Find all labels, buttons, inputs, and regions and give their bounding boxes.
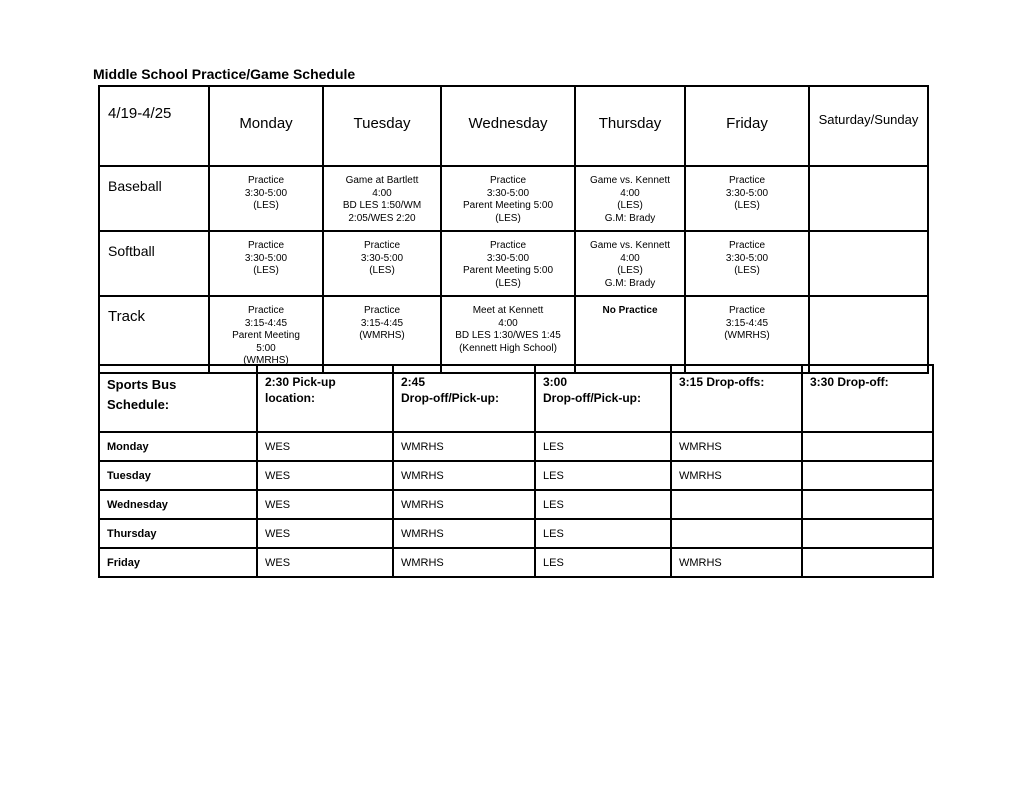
bus-cell: WMRHS [671, 461, 802, 490]
bus-cell: LES [535, 490, 671, 519]
bus-cell: LES [535, 432, 671, 461]
schedule-cell: No Practice [575, 296, 685, 373]
bus-cell [671, 519, 802, 548]
day-header-wednesday: Wednesday [441, 86, 575, 166]
bus-day-label: Wednesday [99, 490, 257, 519]
bus-cell: WMRHS [393, 490, 535, 519]
sport-label: Track [99, 296, 209, 373]
day-header-monday: Monday [209, 86, 323, 166]
bus-cell [802, 490, 933, 519]
bus-cell: LES [535, 519, 671, 548]
schedule-cell [809, 231, 928, 296]
bus-cell: WMRHS [393, 432, 535, 461]
bus-row-thursday [99, 519, 933, 548]
schedule-cell: Practice 3:30-5:00 (LES) [685, 166, 809, 231]
bus-cell: WES [257, 519, 393, 548]
schedule-cell: Practice 3:15-4:45 (WMRHS) [323, 296, 441, 373]
schedule-cell: Game vs. Kennett 4:00 (LES) G.M: Brady [575, 166, 685, 231]
practice-header-row [99, 86, 928, 166]
bus-cell: WMRHS [393, 548, 535, 577]
day-header-friday: Friday [685, 86, 809, 166]
day-header-tuesday: Tuesday [323, 86, 441, 166]
bus-cell: LES [535, 548, 671, 577]
bus-row-tuesday [99, 461, 933, 490]
practice-row-baseball [99, 166, 928, 231]
schedule-cell: Practice 3:30-5:00 (LES) [209, 166, 323, 231]
sport-label: Softball [99, 231, 209, 296]
bus-day-label: Monday [99, 432, 257, 461]
bus-cell: WMRHS [393, 519, 535, 548]
practice-schedule-table [98, 85, 929, 374]
day-header-thursday: Thursday [575, 86, 685, 166]
bus-cell: WMRHS [393, 461, 535, 490]
bus-schedule-label: Sports Bus Schedule: [99, 365, 257, 432]
bus-cell: WES [257, 548, 393, 577]
schedule-cell: Practice 3:15-4:45 Parent Meeting 5:00 (WMRHS) [209, 296, 323, 373]
bus-day-label: Tuesday [99, 461, 257, 490]
schedule-cell: Practice 3:30-5:00 (LES) [685, 231, 809, 296]
schedule-cell: Practice 3:30-5:00 Parent Meeting 5:00 (LES) [441, 166, 575, 231]
bus-schedule-table [98, 364, 934, 578]
bus-cell: LES [535, 461, 671, 490]
schedule-cell: Game vs. Kennett 4:00 (LES) G.M: Brady [575, 231, 685, 296]
schedule-cell: Meet at Kennett 4:00 BD LES 1:30/WES 1:45 (Kennett High School) [441, 296, 575, 373]
sport-label: Baseball [99, 166, 209, 231]
schedule-cell: Practice 3:30-5:00 (LES) [323, 231, 441, 296]
bus-header-245: 2:45 Drop-off/Pick-up: [393, 365, 535, 432]
schedule-cell [809, 296, 928, 373]
bus-cell [671, 490, 802, 519]
date-range: 4/19-4/25 [99, 86, 209, 166]
schedule-cell: Practice 3:30-5:00 Parent Meeting 5:00 (LES) [441, 231, 575, 296]
bus-header-315: 3:15 Drop-offs: [671, 365, 802, 432]
bus-cell: WES [257, 461, 393, 490]
bus-cell [802, 432, 933, 461]
bus-day-label: Thursday [99, 519, 257, 548]
bus-header-330: 3:30 Drop-off: [802, 365, 933, 432]
bus-cell: WES [257, 432, 393, 461]
bus-row-friday [99, 548, 933, 577]
schedule-cell [809, 166, 928, 231]
bus-row-wednesday [99, 490, 933, 519]
bus-day-label: Friday [99, 548, 257, 577]
bus-row-monday [99, 432, 933, 461]
practice-row-softball [99, 231, 928, 296]
bus-cell: WMRHS [671, 432, 802, 461]
bus-header-300: 3:00 Drop-off/Pick-up: [535, 365, 671, 432]
schedule-cell: Practice 3:15-4:45 (WMRHS) [685, 296, 809, 373]
schedule-cell: Practice 3:30-5:00 (LES) [209, 231, 323, 296]
bus-cell: WES [257, 490, 393, 519]
schedule-cell: Game at Bartlett 4:00 BD LES 1:50/WM 2:05/WES 2:20 [323, 166, 441, 231]
day-header-weekend: Saturday/Sunday [809, 86, 928, 166]
bus-cell [802, 519, 933, 548]
bus-cell: WMRHS [671, 548, 802, 577]
bus-header-230: 2:30 Pick-up location: [257, 365, 393, 432]
bus-cell [802, 461, 933, 490]
page-title: Middle School Practice/Game Schedule [93, 66, 356, 82]
bus-header-row [99, 365, 933, 432]
practice-row-track [99, 296, 928, 373]
bus-cell [802, 548, 933, 577]
